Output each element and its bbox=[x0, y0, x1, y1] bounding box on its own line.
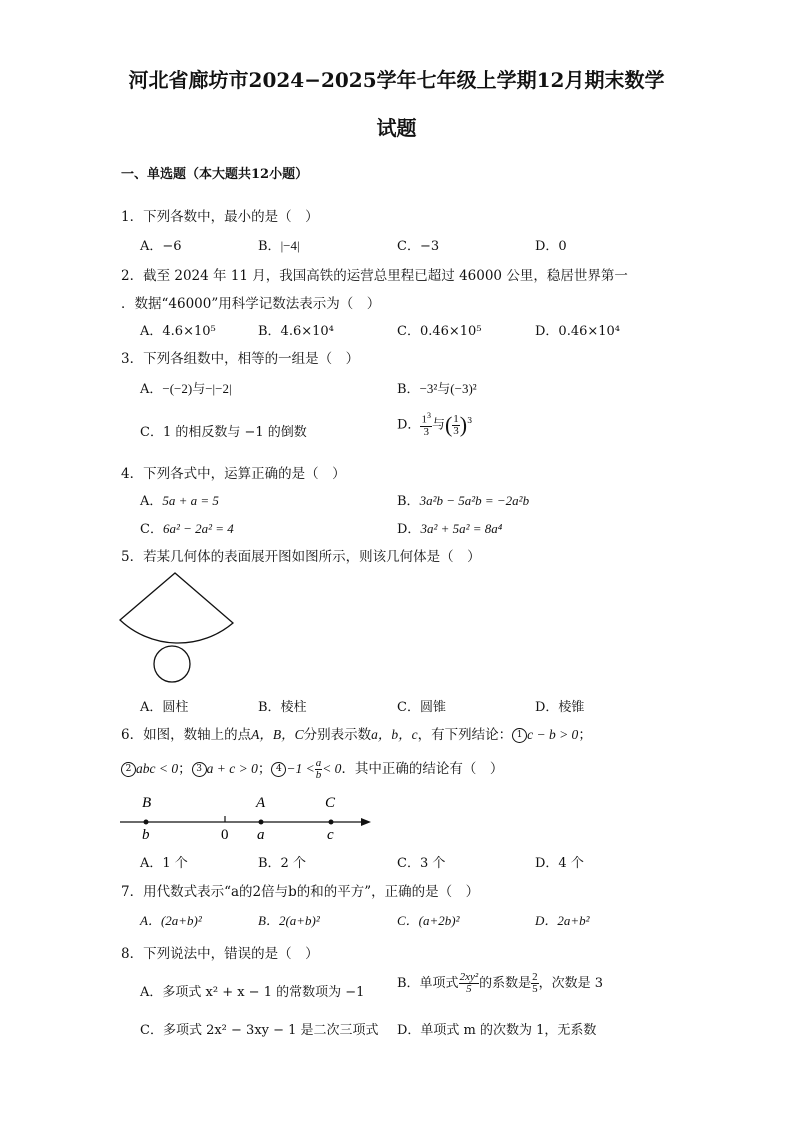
circled-3: 3 bbox=[192, 762, 207, 777]
question-8-stem: 8．下列说法中，错误的是（ ） bbox=[121, 946, 319, 962]
q1-option-b: B．|−4| bbox=[258, 238, 300, 254]
circled-2: 2 bbox=[121, 762, 136, 777]
q8-option-b: B．单项式 $\frac{\text{2xy²}}{5}$ 的系数是 $\frac{2}{5}$ ，次数是 3 bbox=[397, 971, 604, 995]
cone-net-figure bbox=[115, 568, 240, 688]
q5-option-a: A．圆柱 bbox=[140, 700, 189, 715]
q4-option-d: D．3a² + 5a² = 8a⁴ bbox=[397, 521, 503, 537]
q4-option-a: A．5a + a = 5 bbox=[140, 493, 219, 509]
tick-label-a: a bbox=[257, 827, 265, 843]
tick-label-c: c bbox=[327, 827, 334, 843]
point-b-dot bbox=[144, 820, 149, 825]
question-6-stem-line1: 6．如图，数轴上的点A，B，C分别表示数a，b，c，有下列结论： 1 c − b > 0； bbox=[121, 727, 592, 743]
q3-option-b: B．−3²与(−3)² bbox=[397, 381, 477, 397]
q5-option-d: D．棱锥 bbox=[535, 700, 585, 715]
q3-option-a: A．−(−2)与−|−2| bbox=[140, 381, 232, 397]
point-a-dot bbox=[259, 820, 264, 825]
q6-option-a: A．1 个 bbox=[140, 856, 188, 871]
q7-option-c: C．(a+2b)² bbox=[397, 913, 460, 928]
q8-option-a: A．多项式 x² + x − 1 的常数项为 −1 bbox=[140, 985, 365, 1000]
q6-option-b: B．2 个 bbox=[258, 856, 306, 871]
q4-option-b: B．3a²b − 5a²b = −2a²b bbox=[397, 493, 530, 509]
point-c-dot bbox=[329, 820, 334, 825]
q2-option-c: C．0.46×10⁵ bbox=[397, 324, 482, 339]
question-3-stem: 3．下列各组数中，相等的一组是（ ） bbox=[121, 351, 360, 367]
question-7-stem: 7．用代数式表示“a的2倍与b的和的平方”，正确的是（ ） bbox=[121, 884, 480, 900]
question-4-stem: 4．下列各式中，运算正确的是（ ） bbox=[121, 466, 346, 482]
q1-option-c: C．−3 bbox=[397, 239, 440, 254]
question-6-stem-line2: 2 abc < 0； 3 a + c > 0； 4 −1 < $\frac{a}{b}$ < 0．其中正确的结论有（ ） bbox=[121, 757, 503, 781]
circled-4: 4 bbox=[271, 762, 286, 777]
tick-label-b: b bbox=[142, 827, 150, 843]
arrow-head bbox=[361, 818, 371, 826]
question-2-stem-line1: 2．截至 2024 年 11 月，我国高铁的运营总里程已超过 46000 公里，稳居世界第一 bbox=[121, 268, 628, 284]
circle-base-shape bbox=[154, 646, 190, 682]
q3-option-c: C．1 的相反数与 −1 的倒数 bbox=[140, 425, 307, 440]
q3-option-d: D． $\frac{1^3}{3}$ 与( $\frac{1}{3}$ )$^3$ bbox=[397, 411, 473, 438]
question-2-stem-line2: ．数据“46000”用科学记数法表示为（ ） bbox=[121, 296, 381, 312]
q6-option-c: C．3 个 bbox=[397, 856, 446, 871]
q2-option-d: D．0.46×10⁴ bbox=[535, 324, 621, 339]
q6-option-d: D．4 个 bbox=[535, 856, 584, 871]
q7-option-b: B．2(a+b)² bbox=[258, 913, 320, 928]
q5-option-b: B．棱柱 bbox=[258, 700, 307, 715]
q2-option-a: A．4.6×10⁵ bbox=[140, 324, 216, 339]
q1-option-a: A．−6 bbox=[140, 239, 182, 254]
number-line-figure bbox=[115, 790, 380, 845]
q7-option-d: D．2a+b² bbox=[535, 913, 590, 928]
circled-1: 1 bbox=[512, 728, 527, 743]
document-title-line1: 河北省廊坊市2024−2025学年七年级上学期12月期末数学 bbox=[128, 68, 665, 92]
q7-option-a: A．(2a+b)² bbox=[140, 913, 202, 928]
sector-shape bbox=[120, 573, 233, 643]
tick-label-0: 0 bbox=[221, 827, 229, 843]
label-C: C bbox=[325, 795, 336, 811]
q5-option-c: C．圆锥 bbox=[397, 700, 446, 715]
document-title-line2: 试题 bbox=[376, 116, 417, 140]
q8-option-d: D．单项式 m 的次数为 1，无系数 bbox=[397, 1023, 597, 1038]
q8-option-c: C．多项式 2x² − 3xy − 1 是二次三项式 bbox=[140, 1023, 379, 1038]
q2-option-b: B．4.6×10⁴ bbox=[258, 324, 334, 339]
question-1-stem: 1．下列各数中，最小的是（ ） bbox=[121, 209, 319, 225]
label-A: A bbox=[256, 795, 266, 811]
q4-option-c: C．6a² − 2a² = 4 bbox=[140, 521, 234, 537]
label-B: B bbox=[142, 795, 152, 811]
question-5-stem: 5．若某几何体的表面展开图如图所示，则该几何体是（ ） bbox=[121, 549, 481, 565]
q1-option-d: D．0 bbox=[535, 239, 567, 254]
section-heading: 一、单选题（本大题共12小题） bbox=[121, 167, 309, 182]
